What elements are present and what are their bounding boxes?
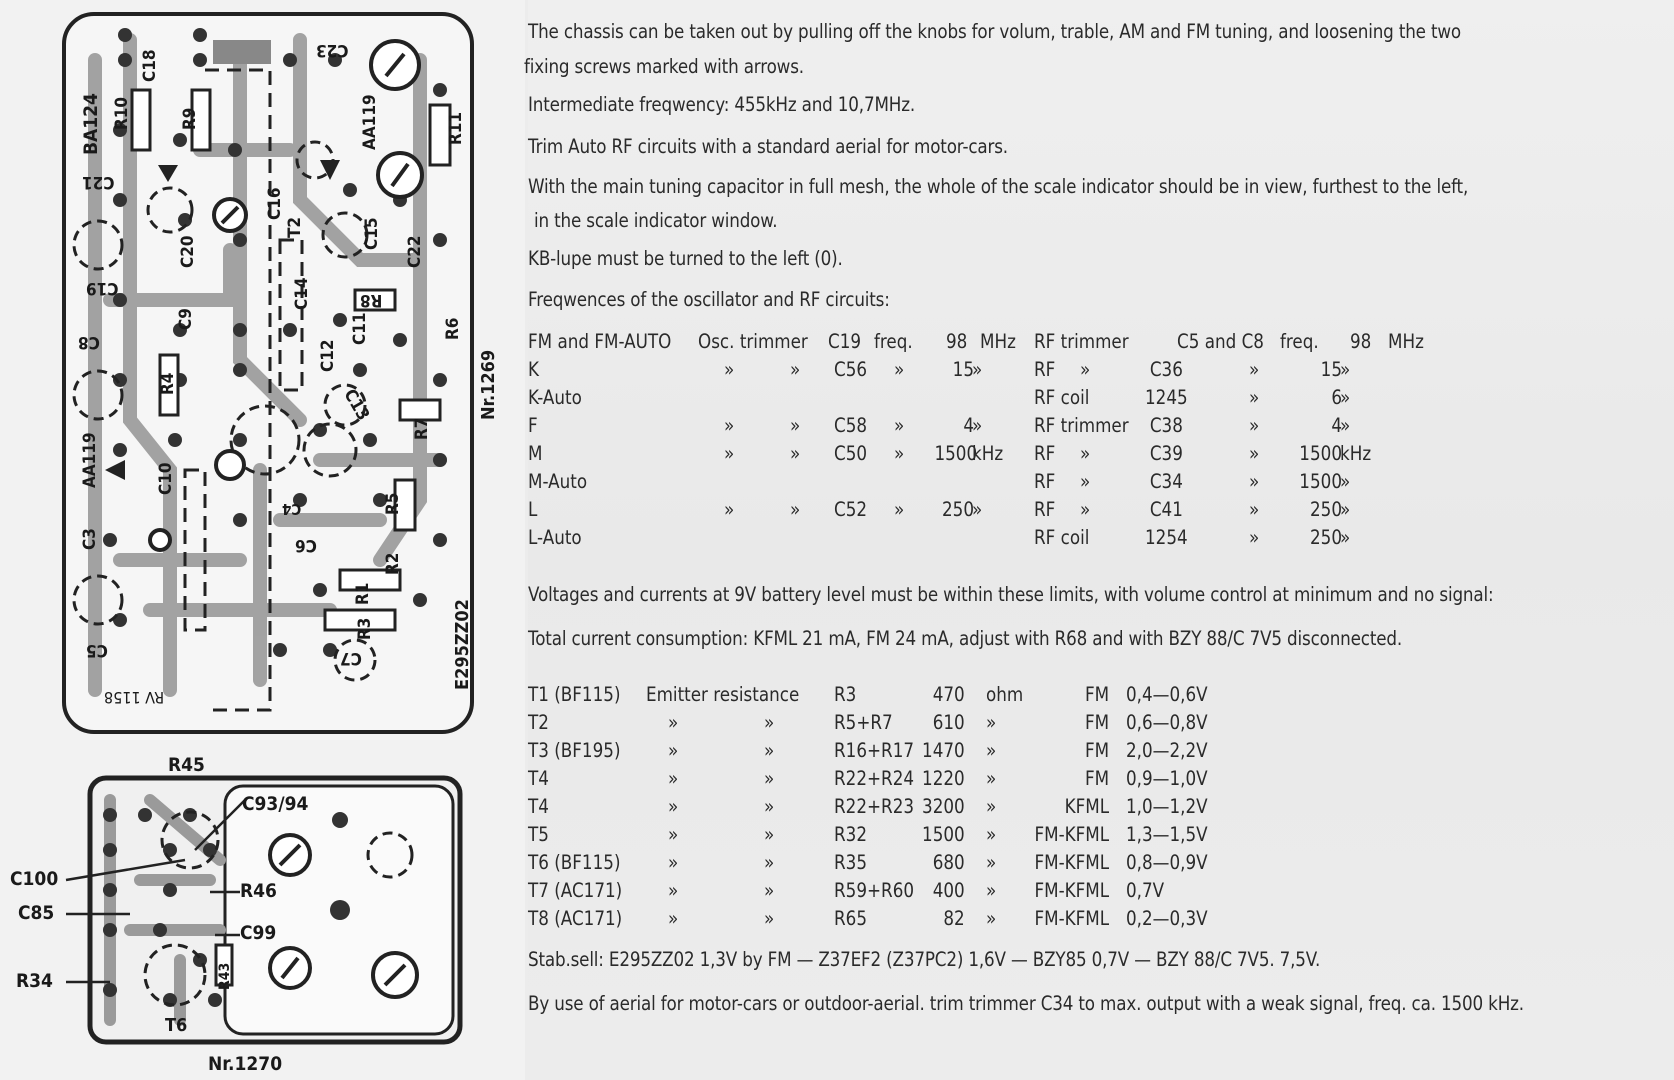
table-cell: 0,6—0,8V [1126, 711, 1208, 734]
frequency-table [528, 330, 1528, 560]
pcb-label: C4 [282, 500, 302, 518]
table-cell: 250 [1309, 498, 1342, 521]
table-cell: » [1249, 498, 1260, 521]
table-cell: 1500 [1299, 442, 1342, 465]
table-cell: » [1080, 498, 1091, 521]
pcb-label: C21 [82, 172, 115, 192]
table-cell: T1 (BF115) [528, 683, 621, 706]
table-cell: FM and FM-AUTO [528, 330, 672, 353]
pcb-label: E295ZZ02 [452, 599, 473, 690]
table-cell: » [1080, 470, 1091, 493]
pcb-diagram-panel [0, 0, 525, 1080]
pcb-label-t6: T6 [165, 1015, 188, 1036]
pcb-label: R8 [360, 290, 383, 310]
table-cell: FM-KFML [1034, 851, 1110, 874]
table-cell: » [724, 358, 735, 381]
table-cell: » [668, 767, 679, 790]
pcb-label: R1 [353, 582, 373, 605]
table-cell: FM [1084, 739, 1110, 762]
table-cell: » [894, 414, 905, 437]
table-cell: R16+R17 [834, 739, 915, 762]
table-cell: » [724, 498, 735, 521]
table-cell: 1500 [934, 442, 978, 465]
table-cell: » [986, 879, 997, 902]
table-cell: F [528, 414, 538, 437]
table-cell: » [790, 442, 801, 465]
table-cell: FM-KFML [1034, 823, 1110, 846]
pcb-label: C7 [340, 648, 362, 668]
table-cell: 3200 [922, 795, 965, 818]
table-cell: » [986, 851, 997, 874]
table-cell: RF coil [1034, 386, 1090, 409]
table-cell: » [764, 739, 775, 762]
pcb-label: R2 [383, 552, 403, 575]
table-cell: » [724, 414, 735, 437]
table-cell: R59+R60 [834, 879, 915, 902]
table-cell: freq. [874, 330, 913, 353]
pcb-label: C11 [350, 312, 370, 345]
table-cell: kHz [972, 442, 1004, 465]
voltage-note: Total current consumption: KFML 21 mA, FM 24 mA, adjust with R68 and with BZY 88/C 7V5 disconnected. [528, 627, 1403, 650]
table-cell: » [1249, 358, 1260, 381]
table-cell: FM [1084, 767, 1110, 790]
table-cell: » [1340, 386, 1351, 409]
table-cell: kHz [1340, 442, 1372, 465]
pcb-label: C14 [292, 277, 312, 310]
table-cell: » [1080, 358, 1091, 381]
voltage-note: Voltages and currents at 9V battery level must be within these limits, with volume control at minimum and no signal: [528, 583, 1494, 606]
table-cell: Osc. trimmer [698, 330, 808, 353]
table-cell: 0,7V [1126, 879, 1165, 902]
pcb-label: R11 [446, 111, 466, 145]
table-cell: K [528, 358, 540, 381]
pcb-label: R7 [412, 417, 432, 440]
pcb-label-r45: R45 [168, 754, 205, 776]
pcb-label: C5 [86, 640, 108, 660]
table-cell: » [668, 879, 679, 902]
intro-line: in the scale indicator window. [534, 209, 778, 232]
service-instructions [524, 0, 1674, 1080]
table-cell: » [986, 767, 997, 790]
table-cell: » [764, 879, 775, 902]
table-cell: MHz [980, 330, 1016, 353]
pcb-label: C15 [362, 217, 382, 250]
table-cell: R22+R24 [834, 767, 915, 790]
table-cell: RF trimmer [1034, 330, 1129, 353]
footer-line: Stab.sell: E295ZZ02 1,3V by FM — Z37EF2 (Z37PC2) 1,6V — BZY85 0,7V — BZY 88/C 7V5. 7,5V. [528, 948, 1321, 971]
table-cell: ohm [986, 683, 1024, 706]
table-cell: C56 [834, 358, 868, 381]
footer-line: By use of aerial for motor-cars or outdoor-aerial. trim trimmer C34 to max. output with a weak signal, freq. ca. 1500 kHz. [528, 992, 1524, 1015]
pcb-label: C8 [78, 332, 100, 352]
intro-line: Trim Auto RF circuits with a standard aerial for motor-cars. [528, 135, 1008, 158]
table-cell: » [972, 414, 983, 437]
table-cell: C38 [1149, 414, 1183, 437]
table-cell: 15 [1320, 358, 1342, 381]
table-cell: » [986, 711, 997, 734]
table-cell: » [972, 498, 983, 521]
pcb-label: RV 1158 [104, 688, 165, 707]
table-cell: » [790, 498, 801, 521]
table-cell: T7 (AC171) [528, 879, 623, 902]
table-cell: FM-KFML [1034, 879, 1110, 902]
table-cell: » [894, 442, 905, 465]
table-cell: » [790, 414, 801, 437]
table-cell: » [764, 795, 775, 818]
pcb-label: C18 [140, 49, 160, 82]
table-cell: R5+R7 [834, 711, 893, 734]
table-cell: » [668, 795, 679, 818]
table-cell: C58 [834, 414, 868, 437]
table-cell: 680 [932, 851, 965, 874]
pcb-label: BA124 [80, 93, 102, 155]
pcb-label: Nr.1269 [478, 349, 499, 420]
intro-line: fixing screws marked with arrows. [524, 55, 804, 78]
intro-line: Freqwences of the oscillator and RF circuits: [528, 288, 890, 311]
table-cell: MHz [1388, 330, 1424, 353]
table-cell: 1,0—1,2V [1126, 795, 1208, 818]
pcb-label: T2 [285, 216, 305, 238]
pcb-label: R5 [383, 492, 403, 515]
table-cell: T6 (BF115) [528, 851, 621, 874]
pcb-label: C19 [86, 278, 119, 298]
table-cell: 610 [932, 711, 965, 734]
table-cell: T5 [528, 823, 549, 846]
table-cell: » [764, 711, 775, 734]
table-cell: 470 [932, 683, 965, 706]
table-cell: » [668, 823, 679, 846]
table-cell: » [1340, 470, 1351, 493]
transistor-table [528, 683, 1328, 933]
table-cell: » [1249, 414, 1260, 437]
intro-line: The chassis can be taken out by pulling off the knobs for volum, trable, AM and FM tuning, and loosening the two [528, 20, 1462, 43]
table-cell: 15 [952, 358, 974, 381]
table-cell: R35 [834, 851, 868, 874]
pcb-label: R10 [112, 96, 132, 130]
pcb-label: C13 [339, 385, 374, 425]
table-cell: » [1249, 470, 1260, 493]
table-cell: » [764, 823, 775, 846]
table-cell: 4 [1331, 414, 1342, 437]
table-cell: RF [1034, 358, 1056, 381]
pcb-label: C22 [405, 235, 425, 268]
pcb-label: AA119 [80, 432, 100, 488]
table-cell: » [764, 767, 775, 790]
table-cell: 1470 [922, 739, 965, 762]
pcb-label-c85: C85 [18, 902, 55, 924]
table-cell: 0,2—0,3V [1126, 907, 1208, 930]
pcb-label: C3 [80, 528, 100, 550]
table-cell: R32 [834, 823, 868, 846]
table-cell: » [986, 795, 997, 818]
table-cell: » [1340, 526, 1351, 549]
table-cell: » [1080, 442, 1091, 465]
table-cell: » [986, 823, 997, 846]
table-cell: T8 (AC171) [528, 907, 623, 930]
table-cell: » [764, 907, 775, 930]
table-cell: L-Auto [528, 526, 582, 549]
pcb-label-nr1270: Nr.1270 [208, 1053, 283, 1075]
table-cell: Emitter resistance [646, 683, 800, 706]
table-cell: » [986, 739, 997, 762]
table-cell: » [668, 907, 679, 930]
pcb-label: C16 [265, 187, 285, 220]
table-cell: » [1340, 498, 1351, 521]
table-cell: M-Auto [528, 470, 588, 493]
table-cell: » [1340, 414, 1351, 437]
pcb-label: C20 [178, 235, 198, 268]
table-cell: C5 and C8 [1177, 330, 1264, 353]
table-cell: KFML [1064, 795, 1110, 818]
table-cell: 2,0—2,2V [1126, 739, 1208, 762]
intro-line: Intermediate freqwency: 455kHz and 10,7MHz. [528, 93, 915, 116]
table-cell: RF trimmer [1034, 414, 1129, 437]
table-cell: RF coil [1034, 526, 1090, 549]
table-cell: 0,8—0,9V [1126, 851, 1208, 874]
intro-line: With the main tuning capacitor in full mesh, the whole of the scale indicator should be in view, furthest to the left, [528, 175, 1469, 198]
pcb-label: R9 [180, 107, 200, 130]
pcb-label: R6 [443, 317, 463, 340]
table-cell: 98 [946, 330, 968, 353]
table-cell: C52 [834, 498, 868, 521]
table-cell: » [1249, 442, 1260, 465]
pcb-label: AA119 [360, 94, 380, 150]
pcb-label-c93-94: C93/94 [242, 793, 309, 815]
table-cell: » [972, 358, 983, 381]
table-cell: 6 [1331, 386, 1342, 409]
table-cell: R22+R23 [834, 795, 915, 818]
pcb-label: C9 [176, 308, 196, 330]
pcb-label: C12 [318, 339, 338, 372]
table-cell: 1220 [922, 767, 965, 790]
table-cell: » [894, 498, 905, 521]
table-cell: 400 [932, 879, 965, 902]
table-cell: M [528, 442, 543, 465]
table-cell: FM-KFML [1034, 907, 1110, 930]
table-cell: C36 [1149, 358, 1183, 381]
table-cell: T3 (BF195) [528, 739, 621, 762]
table-cell: 82 [943, 907, 965, 930]
intro-line: KB-lupe must be turned to the left (0). [528, 247, 843, 270]
table-cell: C41 [1149, 498, 1183, 521]
table-cell: » [764, 851, 775, 874]
table-cell: FM [1084, 683, 1110, 706]
table-cell: » [1340, 358, 1351, 381]
table-cell: 1254 [1145, 526, 1188, 549]
table-cell: C19 [828, 330, 862, 353]
table-cell: C34 [1149, 470, 1183, 493]
pcb-label-c99: C99 [240, 922, 277, 944]
table-cell: » [1249, 386, 1260, 409]
table-cell: » [1249, 526, 1260, 549]
pcb-label-c100: C100 [10, 868, 59, 890]
table-cell: » [894, 358, 905, 381]
table-cell: RF [1034, 470, 1056, 493]
table-cell: RF [1034, 498, 1056, 521]
pcb-label: C6 [295, 535, 317, 555]
table-cell: 250 [1309, 526, 1342, 549]
table-cell: R3 [834, 683, 857, 706]
pcb-label-r46: R46 [240, 880, 277, 902]
table-cell: 1245 [1145, 386, 1188, 409]
table-cell: 4 [963, 414, 974, 437]
table-cell: 0,4—0,6V [1126, 683, 1208, 706]
table-cell: 250 [941, 498, 974, 521]
table-cell: 1,3—1,5V [1126, 823, 1208, 846]
table-cell: R65 [834, 907, 868, 930]
pcb-label-r43: R43 [217, 962, 233, 990]
table-cell: L [528, 498, 538, 521]
table-cell: freq. [1280, 330, 1319, 353]
table-cell: FM [1084, 711, 1110, 734]
table-cell: 0,9—1,0V [1126, 767, 1208, 790]
table-cell: » [790, 358, 801, 381]
pcb-label: C23 [316, 40, 349, 60]
table-cell: C50 [834, 442, 868, 465]
table-cell: C39 [1149, 442, 1183, 465]
pcb-label: C10 [156, 462, 176, 495]
pcb-label: R3 [355, 617, 375, 640]
table-cell: T2 [528, 711, 549, 734]
table-cell: 1500 [922, 823, 965, 846]
table-cell: » [668, 851, 679, 874]
table-cell: » [724, 442, 735, 465]
table-cell: » [668, 739, 679, 762]
table-cell: T4 [528, 795, 549, 818]
table-cell: » [986, 907, 997, 930]
pcb-artwork [0, 0, 525, 1080]
pcb-label: R4 [158, 372, 178, 395]
pcb-label-r34: R34 [16, 970, 53, 992]
table-cell: T4 [528, 767, 549, 790]
table-cell: » [668, 711, 679, 734]
table-cell: K-Auto [528, 386, 582, 409]
table-cell: 1500 [1299, 470, 1342, 493]
table-cell: 98 [1350, 330, 1372, 353]
table-cell: RF [1034, 442, 1056, 465]
